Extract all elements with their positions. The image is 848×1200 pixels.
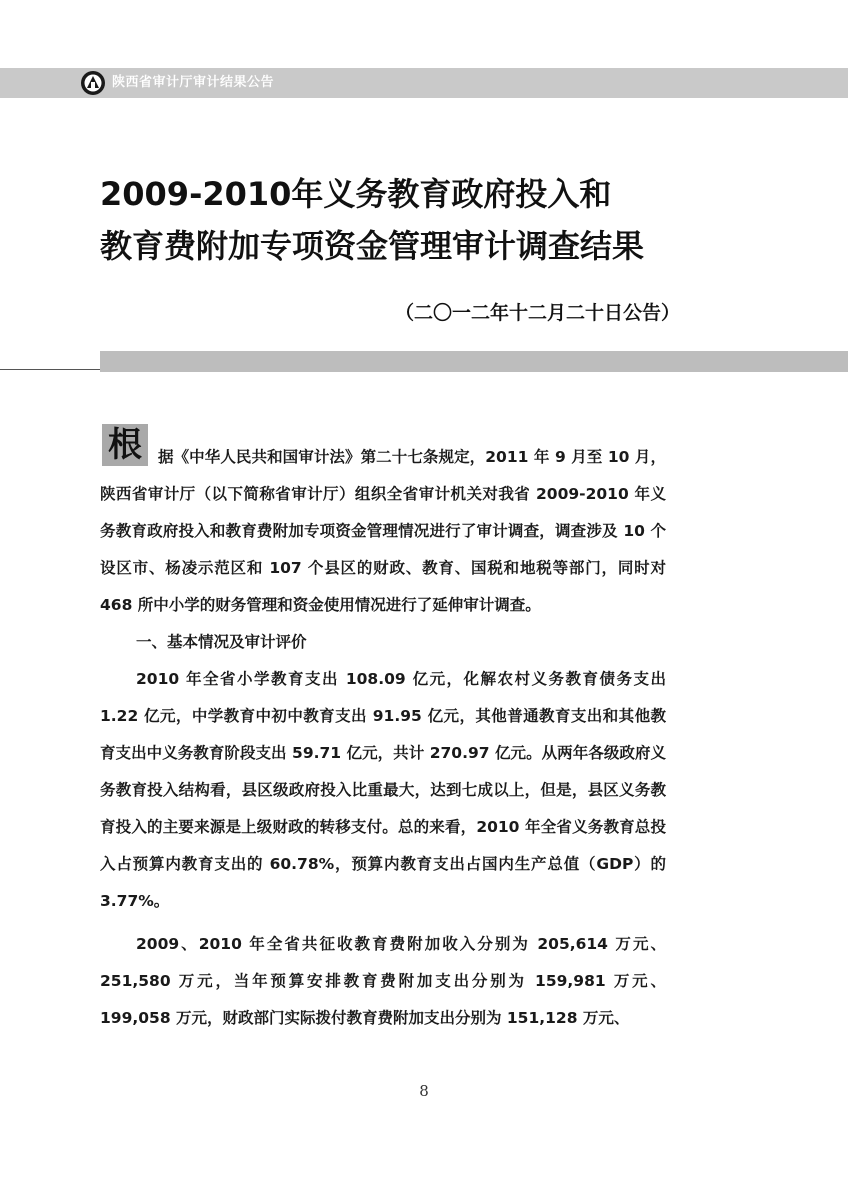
page-number: 8 — [419, 1082, 429, 1100]
drop-cap: 根 — [102, 424, 148, 466]
header-title: 陕西省审计厅审计结果公告 — [112, 75, 275, 90]
paragraph-intro: 据《中华人民共和国审计法》第二十七条规定，2011 年 9 月至 10 月，陕西省审计厅（以下简称省审计厅）组织全省审计机关对我省 2009-2010 年义务教育政府投入和教育费附加专项资金管理情况进行了审计调查，调查涉及 10 个设区市、杨凌示范区和 107 个县区的财政、教育、国税和地税等部门，同时对 468 所中小学的财务管理和资金使用情况进行了延伸审计调查。 — [100, 448, 666, 614]
paragraph-education-surcharge: 2009、2010 年全省共征收教育费附加收入分别为 205,614 万元、251,580 万元，当年预算安排教育费附加支出分别为 159,981 万元、199,058 万元，财政部门实际拨付教育费附加支出分别为 151,128 万元、 — [100, 935, 666, 1027]
document-body — [100, 439, 666, 1037]
title-line-2: 教育费附加专项资金管理审计调查结果 — [100, 227, 645, 265]
announcement-date: （二〇一二年十二月二十日公告） — [394, 302, 680, 324]
section-heading: 一、基本情况及审计评价 — [136, 633, 307, 651]
audit-emblem-icon — [80, 70, 106, 96]
divider-band — [100, 351, 848, 372]
divider-line — [0, 369, 100, 370]
document-title — [100, 168, 800, 272]
paragraph-basic-situation: 2010 年全省小学教育支出 108.09 亿元，化解农村义务教育债务支出 1.22 亿元，中学教育中初中教育支出 91.95 亿元，其他普通教育支出和其他教育支出中义务教育阶段支出 59.71 亿元，共计 270.97 亿元。从两年各级政府义务教育投入结构看，县区级政府投入比重最大，达到七成以上，但是，县区义务教育投入的主要来源是上级财政的转移支付。总的来看，2010 年全省义务教育总投入占预算内教育支出的 60.78%，预算内教育支出占国内生产总值（GDP）的 3.77%。 — [100, 670, 666, 910]
title-line-1: 2009-2010年义务教育政府投入和 — [100, 175, 612, 213]
